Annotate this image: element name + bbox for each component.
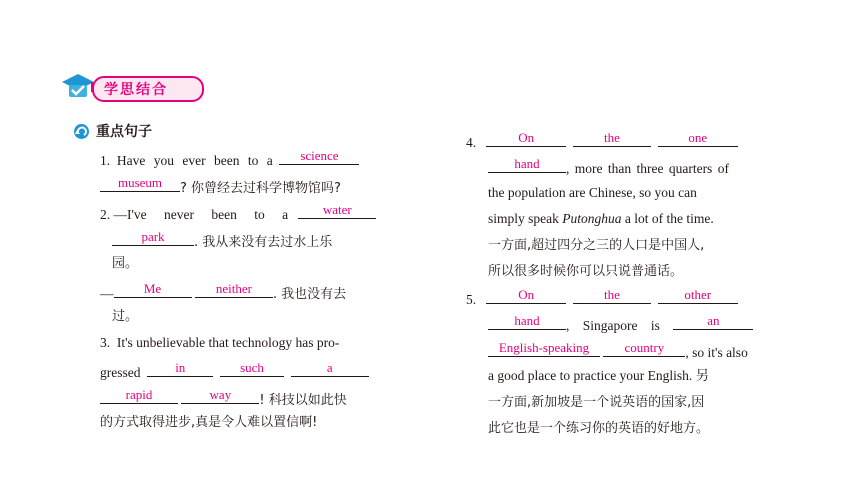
- item-4-line-6: 所以很多时候你可以只说普通话。: [488, 264, 684, 279]
- item-3-line-3: rapid way ! 科技以如此快: [100, 388, 347, 410]
- answer-blank: Me: [114, 282, 192, 298]
- answer-blank: hand: [488, 314, 566, 330]
- answer-blank: hand: [488, 157, 566, 173]
- answer-blank: the: [573, 288, 651, 304]
- item-5-line-6: 此它也是一个练习你的英语的好地方。: [488, 421, 710, 436]
- item-5-line-2: hand , Singapore is an: [488, 314, 753, 335]
- item-5-line-1: 5. On the other: [466, 288, 738, 309]
- answer-blank: neither: [195, 282, 273, 298]
- answer-blank: park: [112, 230, 194, 246]
- answer-blank: science: [279, 149, 359, 165]
- answer-blank: an: [673, 314, 753, 330]
- item-5-line-3: English-speaking country , so it's also: [488, 341, 748, 362]
- section-title: 重点句子: [96, 124, 152, 140]
- item-4-line-3: the population are Chinese, so you can: [488, 185, 697, 200]
- answer-blank: way: [181, 388, 259, 404]
- item-3-line-2: gressed in such a: [100, 361, 369, 382]
- answer-blank: rapid: [100, 388, 178, 404]
- item-2-line-4: — Me neither . 我也没有去: [100, 281, 347, 302]
- answer-blank: in: [147, 361, 213, 377]
- item-2-line-3: 园。: [112, 256, 139, 271]
- answer-blank: English-speaking: [488, 341, 600, 357]
- answer-blank: such: [220, 361, 284, 377]
- item-5-line-5: 一方面,新加坡是一个说英语的国家,因: [488, 395, 705, 410]
- answer-blank: the: [573, 131, 651, 147]
- answer-blank: On: [486, 131, 566, 147]
- answer-blank: country: [603, 341, 685, 357]
- item-2-line-2: park . 我从来没有去过水上乐: [112, 230, 332, 252]
- item-2-line-1: 2. —I've never been to a water: [100, 203, 376, 224]
- answer-blank: On: [486, 288, 566, 304]
- item-3-line-4: 的方式取得进步,真是令人难以置信啊!: [100, 415, 318, 430]
- item-4-line-2: hand , more than three quarters of: [488, 157, 729, 178]
- item-4-line-4: simply speak Putonghua a lot of the time.: [488, 211, 714, 226]
- item-1-line-1: 1. Have you ever been to a science: [100, 149, 359, 170]
- item-4-line-5: 一方面,超过四分之三的人口是中国人,: [488, 238, 705, 253]
- answer-blank: museum: [100, 176, 180, 192]
- item-3-line-1: 3. It's unbelievable that technology has pro-: [100, 335, 340, 350]
- badge-pill: [92, 76, 204, 102]
- item-2-line-5: 过。: [112, 309, 139, 324]
- item-5-line-4: a good place to practice your English. 另: [488, 368, 710, 383]
- circle-arrow-icon: [74, 124, 89, 139]
- answer-blank: one: [658, 131, 738, 147]
- answer-blank: other: [658, 288, 738, 304]
- item-1-line-2: museum ? 你曾经去过科学博物馆吗?: [100, 176, 341, 198]
- section-badge: [64, 74, 204, 102]
- item-4-line-1: 4. On the one: [466, 131, 738, 152]
- badge-label: 学思结合: [104, 82, 168, 98]
- answer-blank: water: [298, 203, 376, 219]
- answer-blank: a: [291, 361, 369, 377]
